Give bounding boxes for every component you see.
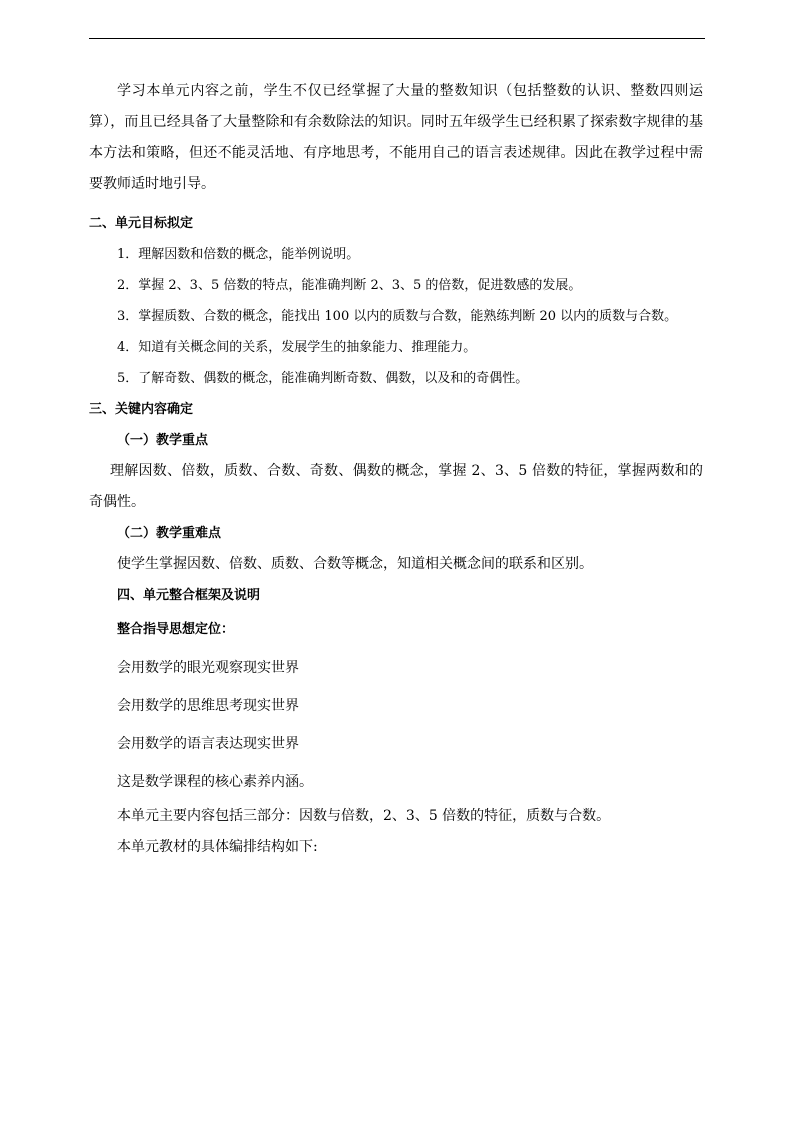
goal-item-3: 3．掌握质数、合数的概念，能找出 100 以内的质数与合数，能熟练判断 20 以内的质数与合数。 bbox=[117, 309, 678, 324]
goal-item-5: 5．了解奇数、偶数的概念，能准确判断奇数、偶数，以及和的奇偶性。 bbox=[117, 371, 529, 386]
teaching-focus-title: （一）教学重点 bbox=[117, 433, 209, 448]
goal-item-4: 4．知道有关概念间的关系，发展学生的抽象能力、推理能力。 bbox=[117, 340, 477, 355]
goal-item-2: 2．掌握 2、3、5 倍数的特点，能准确判断 2、3、5 的倍数，促进数感的发展。 bbox=[117, 278, 582, 293]
teaching-difficulty-title: （二）教学重难点 bbox=[117, 526, 222, 541]
unit-content-text: 本单元主要内容包括三部分：因数与倍数，2、3、5 倍数的特征，质数与合数。 bbox=[117, 808, 611, 824]
structure-intro-text: 本单元教材的具体编排结构如下: bbox=[117, 839, 318, 855]
guide-line-1: 会用数学的眼光观察现实世界 bbox=[117, 660, 299, 676]
section-4-title: 四、单元整合框架及说明 bbox=[117, 588, 261, 603]
teaching-focus-text: 理解因数、倍数，质数、合数、奇数、偶数的概念，掌握 2、3、5 倍数的特征，掌握两数和的奇偶性。 bbox=[89, 463, 703, 510]
document-body bbox=[89, 76, 703, 863]
guide-title: 整合指导思想定位： bbox=[117, 622, 235, 637]
section-2-title: 二、单元目标拟定 bbox=[89, 216, 194, 231]
core-literacy-text: 这是数学课程的核心素养内涵。 bbox=[117, 774, 313, 790]
section-3-title: 三、关键内容确定 bbox=[89, 402, 194, 417]
teaching-difficulty-text: 使学生掌握因数、倍数、质数、合数等概念，知道相关概念间的联系和区别。 bbox=[117, 556, 593, 572]
intro-paragraph: 学习本单元内容之前，学生不仅已经掌握了大量的整数知识（包括整数的认识、整数四则运算），而且已经具备了大量整除和有余数除法的知识。同时五年级学生已经积累了探索数字规律的基本方法和策略，但还不能灵活地、有序地思考，不能用自己的语言表述规律。因此在教学过程中需要教师适时地引导。 bbox=[89, 83, 703, 192]
guide-line-2: 会用数学的思维思考现实世界 bbox=[117, 698, 299, 714]
guide-line-3: 会用数学的语言表达现实世界 bbox=[117, 736, 299, 752]
goal-item-1: 1．理解因数和倍数的概念，能举例说明。 bbox=[117, 247, 360, 262]
header-rule bbox=[89, 38, 705, 39]
